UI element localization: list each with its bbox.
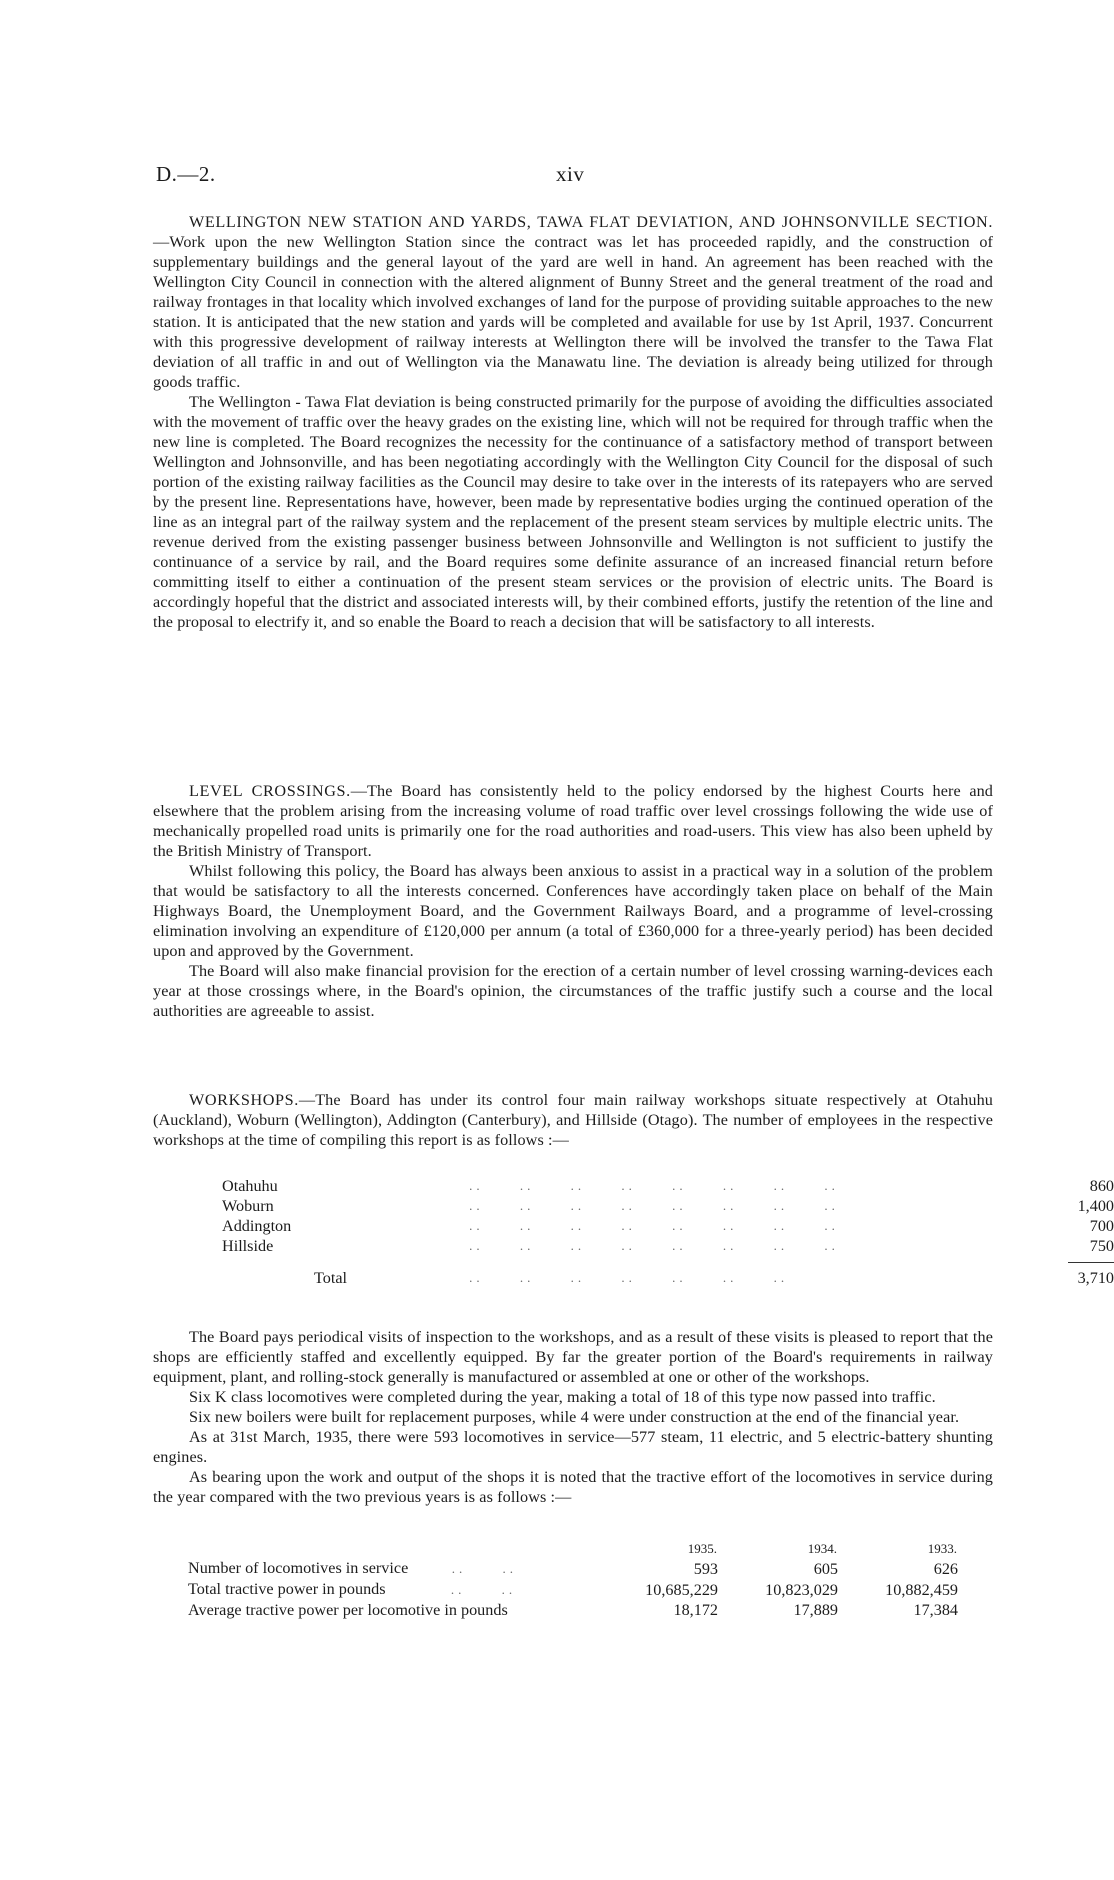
document-reference: D.—2.: [156, 162, 216, 186]
employee-count: 860: [1089, 1177, 1114, 1195]
total-row: [222, 1268, 1114, 1288]
table-row: [222, 1216, 1114, 1236]
section-heading: LEVEL CROSSINGS.: [189, 782, 351, 800]
employee-count: 700: [1089, 1217, 1114, 1235]
locomotive-table: [188, 1540, 958, 1620]
section-level-crossings: [153, 781, 993, 1021]
section-wellington: [153, 212, 993, 632]
table-cell: 17,384: [913, 1601, 958, 1619]
table-cell: 593: [693, 1559, 718, 1578]
paragraph: The Board pays periodical visits of inspection to the workshops, and as a result of these visits is pleased to report that the shops are efficiently staffed and excellently equipped. By far the greater portion of the Board's requirements in railway equipment, plant, and rolling-stock generally is manufactured or assembled at one or other of the workshops.: [153, 1328, 993, 1386]
employee-count: 750: [1089, 1237, 1114, 1255]
total-rule-row: [222, 1256, 1114, 1268]
year-header: 1935.: [687, 1541, 717, 1556]
paragraph: [153, 781, 993, 861]
paragraph: Six new boilers were built for replacement purposes, while 4 were under construction at the end of the financial year.: [189, 1408, 960, 1426]
row-label: Average tractive power per locomotive in pounds: [188, 1601, 508, 1619]
table-row: [188, 1579, 958, 1600]
year-header: 1934.: [807, 1541, 837, 1556]
paragraph: [153, 212, 993, 392]
workshop-name: Hillside: [222, 1237, 274, 1255]
paragraph-text: —Work upon the new Wellington Station since the contract was let has proceeded rapidly, and the construction of supplementary buildings and the general layout of the yard are well in hand. An agreement has been reached with the Wellington City Council in connection with the altered alignment of Bunny Street and the general treatment of the road and railway frontages in that locality which involved exchanges of land for the purpose of providing suitable approaches to the new station. It is anticipated that the new station and yards will be completed and available for use by 1st April, 1937. Concurrent with this progressive development of railway interests at Wellington there will be involved the transfer to the Tawa Flat deviation of all traffic in and out of Wellington via the Manawatu line. The deviation is already being utilized for through goods traffic.: [153, 233, 993, 391]
dot-leader: .. .. .. .. .. .. .. ..: [469, 1238, 839, 1253]
section-workshops-continued: [153, 1327, 993, 1507]
workshop-name: Otahuhu: [222, 1177, 278, 1195]
table-row: [188, 1600, 958, 1620]
table-cell: 10,823,029: [765, 1580, 838, 1599]
row-label: Total tractive power in pounds .. ..: [188, 1580, 517, 1598]
table-cell: 605: [813, 1559, 838, 1578]
table-row: [222, 1196, 1114, 1216]
table-cell: 626: [933, 1559, 958, 1578]
table-cell: 10,685,229: [645, 1580, 718, 1599]
table-row: [222, 1236, 1114, 1256]
section-heading: WORKSHOPS.: [189, 1091, 299, 1109]
total-value: 3,710: [1077, 1269, 1114, 1287]
table-cell: 18,172: [673, 1601, 718, 1619]
total-rule: [1068, 1262, 1114, 1263]
page-number: xiv: [556, 162, 585, 186]
employee-count: 1,400: [1077, 1197, 1114, 1215]
row-label: Number of locomotives in service .. ..: [188, 1559, 518, 1577]
paragraph-text: —The Board has under its control four main railway workshops situate respectively at Otahuhu (Auckland), Woburn (Wellington), Addington (Canterbury), and Hillside (Otago). The number of employees in the respective workshops at the time of compiling this report is as follows :—: [153, 1091, 993, 1149]
section-heading: WELLINGTON NEW STATION AND YARDS, TAWA FLAT DEVIATION, AND JOHNSONVILLE SECTION.: [189, 213, 993, 231]
section-workshops: [153, 1090, 993, 1150]
paragraph: As bearing upon the work and output of the shops it is noted that the tractive effort of the locomotives in service during the year compared with the two previous years is as follows :—: [153, 1468, 993, 1506]
dot-leader: .. .. .. .. .. .. ..: [469, 1270, 789, 1285]
paragraph: Whilst following this policy, the Board has always been anxious to assist in a practical way in a solution of the problem that would be satisfactory to all the interests concerned. Conferences have accordingly taken place on behalf of the Main Highways Board, the Unemployment Board, and the Government Railways Board, and a programme of level-crossing elimination involving an expenditure of £120,000 per annum (a total of £360,000 for a three-yearly period) has been decided upon and approved by the Government.: [153, 862, 993, 960]
paragraph: [153, 1090, 993, 1150]
total-label: Total: [314, 1269, 348, 1287]
paragraph: As at 31st March, 1935, there were 593 locomotives in service—577 steam, 11 electric, and 5 electric-battery shunting engines.: [153, 1428, 993, 1466]
workshops-table: [222, 1176, 1114, 1288]
table-cell: 17,889: [793, 1601, 838, 1619]
dot-leader: .. .. .. .. .. .. .. ..: [469, 1178, 839, 1193]
table-cell: 10,882,459: [885, 1580, 958, 1599]
dot-leader: .. .. .. .. .. .. .. ..: [469, 1198, 839, 1213]
table-row: [222, 1176, 1114, 1196]
table-row: [188, 1558, 958, 1579]
workshop-name: Addington: [222, 1217, 292, 1235]
table-header-row: [188, 1540, 958, 1558]
year-header: 1933.: [927, 1541, 957, 1556]
paragraph: Six K class locomotives were completed during the year, making a total of 18 of this type now passed into traffic.: [189, 1388, 936, 1406]
paragraph: The Wellington - Tawa Flat deviation is being constructed primarily for the purpose of avoiding the difficulties associated with the movement of traffic over the heavy grades on the existing line, which will not be required for through traffic when the new line is completed. The Board recognizes the necessity for the continuance of a satisfactory method of transport between Wellington and Johnsonville, and has been negotiating accordingly with the Wellington City Council for the disposal of such portion of the existing railway facilities as the Council may desire to take over in the interests of its ratepayers who are served by the present line. Representations have, however, been made by representative bodies urging the continued operation of the line as an integral part of the railway system and the replacement of the present steam services by multiple electric units. The revenue derived from the existing passenger business between Johnsonville and Wellington is not sufficient to justify the continuance of a service by rail, and the Board requires some definite assurance of an increased financial return before committing itself to either a continuation of the present steam services or the provision of electric units. The Board is accordingly hopeful that the district and associated interests will, by their combined efforts, justify the retention of the line and the proposal to electrify it, and so enable the Board to reach a decision that will be satisfactory to all interests.: [153, 393, 993, 631]
paragraph: The Board will also make financial provision for the erection of a certain number of level crossing warning-devices each year at those crossings where, in the Board's opinion, the circumstances of the traffic justify such a course and the local authorities are agreeable to assist.: [153, 962, 993, 1020]
paragraph-text: —The Board has consistently held to the policy endorsed by the highest Courts here and elsewhere that the problem arising from the increasing volume of road traffic over level crossings following the wide use of mechanically propelled road units is primarily one for the road authorities and road-users. This view has also been upheld by the British Ministry of Transport.: [153, 782, 993, 860]
workshop-name: Woburn: [222, 1197, 274, 1215]
dot-leader: .. .. .. .. .. .. .. ..: [469, 1218, 839, 1233]
